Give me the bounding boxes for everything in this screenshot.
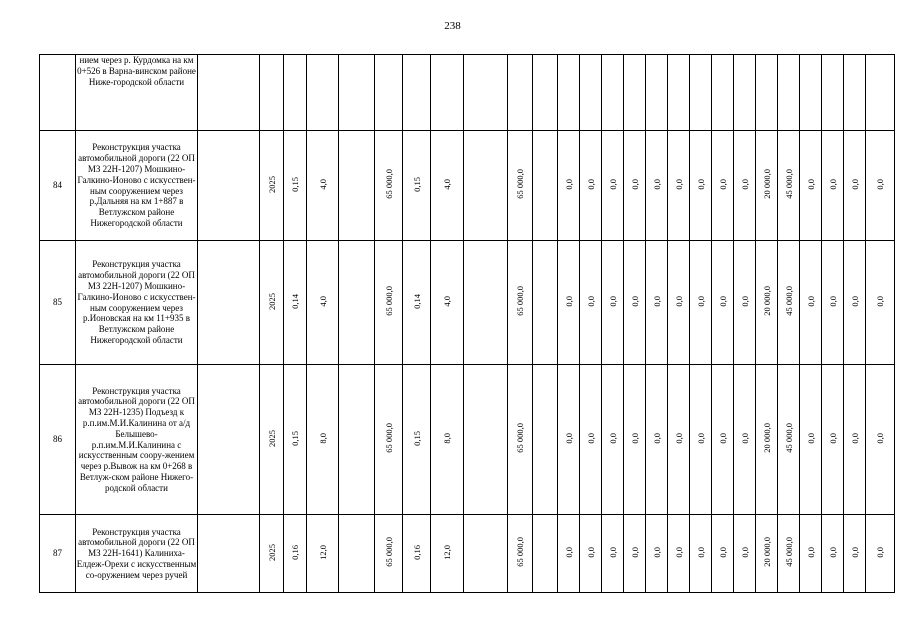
table-cell [602, 55, 624, 131]
table-cell [844, 365, 866, 515]
table-cell [580, 55, 602, 131]
table-cell [778, 55, 800, 131]
cell-value: 0,14 [290, 293, 300, 309]
table-cell [822, 55, 844, 131]
cell-value: 0,0 [585, 295, 596, 307]
table-cell [403, 131, 431, 241]
table-cell [260, 131, 284, 241]
table-cell [198, 131, 260, 241]
table-cell [602, 131, 624, 241]
cell-value: 2025 [266, 292, 277, 310]
table-cell [668, 55, 690, 131]
cell-value: 0,0 [875, 295, 885, 307]
table-cell [712, 131, 734, 241]
table-cell [284, 55, 307, 131]
cell-value: 0,0 [673, 546, 684, 558]
cell-value: 4,0 [317, 295, 328, 307]
table-cell [198, 55, 260, 131]
cell-value: 0,0 [717, 295, 728, 307]
cell-value: 0,0 [717, 432, 728, 444]
table-cell [558, 365, 580, 515]
table-cell [431, 131, 464, 241]
table-cell [339, 241, 375, 365]
cell-value: 0,0 [629, 295, 640, 307]
table-cell [756, 241, 778, 365]
table-cell [778, 515, 800, 593]
table-cell [307, 241, 339, 365]
cell-value: 0,16 [411, 544, 422, 560]
table-cell [844, 241, 866, 365]
table-cell [508, 365, 533, 515]
table-cell [734, 241, 756, 365]
cell-value: 0,0 [739, 546, 750, 558]
table-cell [778, 241, 800, 365]
cell-value: 0,0 [827, 178, 838, 190]
cell-value: 0,0 [739, 295, 750, 307]
register-table [39, 54, 895, 593]
cell-value: 45 000,0 [783, 423, 794, 453]
cell-value: 0,0 [651, 295, 662, 307]
cell-value: 0,0 [629, 432, 640, 444]
cell-value: 8,0 [317, 432, 328, 444]
cell-value: 20 000,0 [761, 423, 772, 453]
cell-value: 0,0 [673, 178, 684, 190]
cell-value: 0,0 [849, 178, 860, 190]
table-cell [558, 241, 580, 365]
table-cell [866, 241, 895, 365]
table-cell [646, 515, 668, 593]
table-cell [198, 241, 260, 365]
table-cell [866, 365, 895, 515]
cell-value: 0,0 [585, 432, 596, 444]
object-name: Реконструкция участка автомобильной дороги (22 ОП МЗ 22Н-1641) Калиниха-Елдеж-Орехи с искусственным со-оружением через ручей [76, 515, 198, 593]
table-cell [339, 365, 375, 515]
table-cell [800, 131, 822, 241]
table-cell [690, 365, 712, 515]
table-cell [624, 365, 646, 515]
cell-value: 0,0 [585, 546, 596, 558]
cell-value: 20 000,0 [761, 286, 772, 316]
table-cell [464, 365, 508, 515]
table-cell [756, 131, 778, 241]
table-cell [403, 241, 431, 365]
cell-value: 0,0 [717, 546, 728, 558]
table-cell [508, 241, 533, 365]
table-cell [712, 241, 734, 365]
cell-value: 20 000,0 [761, 169, 772, 199]
table-cell [624, 131, 646, 241]
cell-value: 0,0 [695, 432, 706, 444]
cell-value: 20 000,0 [761, 537, 772, 567]
table-cell [464, 55, 508, 131]
table-row [40, 365, 895, 515]
cell-value: 0,0 [875, 546, 885, 558]
table-cell [800, 241, 822, 365]
cell-value: 4,0 [442, 295, 452, 307]
table-cell [533, 515, 558, 593]
cell-value: 0,0 [827, 295, 838, 307]
cell-value: 2025 [266, 429, 277, 447]
table-cell [284, 515, 307, 593]
table-cell [822, 241, 844, 365]
table-cell [375, 515, 403, 593]
cell-value: 0,0 [585, 178, 596, 190]
table-cell [260, 241, 284, 365]
cell-value: 0,15 [411, 176, 422, 192]
table-cell [375, 55, 403, 131]
cell-value: 0,0 [607, 178, 618, 190]
table-cell [668, 365, 690, 515]
cell-value: 0,14 [411, 293, 422, 309]
table-cell [533, 55, 558, 131]
cell-value: 45 000,0 [783, 537, 794, 567]
table-cell [844, 515, 866, 593]
table-cell [778, 365, 800, 515]
table-cell [403, 365, 431, 515]
table-cell [602, 365, 624, 515]
cell-value: 4,0 [442, 178, 452, 190]
table-cell [800, 55, 822, 131]
object-name: Реконструкция участка автомобильной дороги (22 ОП МЗ 22Н-1207) Мошкино-Галкино-Ионово с искусствен-ным сооружением через р.Дальняя на км 1+887 в Ветлужском районе Нижегородской области [76, 131, 198, 241]
table-cell [778, 131, 800, 241]
table-cell [602, 241, 624, 365]
table-cell [602, 515, 624, 593]
cell-value: 45 000,0 [783, 169, 794, 199]
table-cell [284, 365, 307, 515]
table-cell [734, 365, 756, 515]
cell-value: 0,0 [695, 546, 706, 558]
table-cell [508, 131, 533, 241]
table-cell [284, 131, 307, 241]
table-cell [822, 131, 844, 241]
cell-value: 12,0 [442, 544, 452, 560]
table-cell [307, 365, 339, 515]
table-row [40, 131, 895, 241]
table-cell [464, 241, 508, 365]
table-cell [822, 515, 844, 593]
cell-value: 0,0 [849, 432, 860, 444]
table-cell [712, 515, 734, 593]
cell-value: 0,0 [673, 432, 684, 444]
table-cell [690, 515, 712, 593]
table-row [40, 515, 895, 593]
cell-value: 0,0 [717, 178, 728, 190]
cell-value: 0,15 [290, 176, 300, 192]
cell-value: 4,0 [317, 178, 328, 190]
cell-value: 0,0 [651, 546, 662, 558]
table-cell [464, 131, 508, 241]
table-cell [668, 515, 690, 593]
table-cell [646, 55, 668, 131]
row-number: 85 [40, 241, 76, 365]
cell-value: 65 000,0 [383, 169, 394, 199]
table-cell [431, 365, 464, 515]
page-number: 238 [444, 20, 461, 32]
cell-value: 2025 [266, 543, 277, 561]
cell-value: 0,0 [651, 432, 662, 444]
table-cell [508, 55, 533, 131]
table-cell [668, 131, 690, 241]
cell-value: 45 000,0 [783, 286, 794, 316]
table-cell [580, 131, 602, 241]
cell-value: 0,0 [805, 432, 816, 444]
cell-value: 0,0 [629, 178, 640, 190]
cell-value: 65 000,0 [383, 423, 394, 453]
table-cell [431, 515, 464, 593]
row-number [40, 55, 76, 131]
table-cell [734, 131, 756, 241]
object-name: Реконструкция участка автомобильной дороги (22 ОП МЗ 22Н-1235) Подъезд к р.п.им.М.И.Калинина от а/д Белышево-р.п.им.М.И.Калинина с искусственным соору-жением через р.Вывож на км 0+268 в Ветлуж-ском районе Нижего-родской области [76, 365, 198, 515]
table-cell [508, 515, 533, 593]
cell-value: 2025 [266, 175, 277, 193]
cell-value: 0,0 [651, 178, 662, 190]
table-cell [260, 365, 284, 515]
table-cell [712, 365, 734, 515]
cell-value: 0,0 [805, 178, 816, 190]
object-name: Реконструкция участка автомобильной дороги (22 ОП МЗ 22Н-1207) Мошкино-Галкино-Ионово с искусствен-ным сооружением через р.Ионовская на км 11+935 в Ветлужском районе Нижегородской области [76, 241, 198, 365]
table-cell [844, 55, 866, 131]
cell-value: 0,15 [411, 430, 422, 446]
table-cell [624, 515, 646, 593]
table-cell [339, 515, 375, 593]
table-cell [756, 365, 778, 515]
table-cell [558, 55, 580, 131]
cell-value: 0,15 [290, 430, 300, 446]
cell-value: 0,0 [875, 178, 885, 190]
cell-value: 8,0 [442, 432, 452, 444]
table-cell [260, 55, 284, 131]
table-cell [260, 515, 284, 593]
table-cell [307, 515, 339, 593]
table-cell [624, 241, 646, 365]
table-cell [668, 241, 690, 365]
cell-value: 65 000,0 [383, 286, 394, 316]
cell-value: 65 000,0 [383, 537, 394, 567]
table-cell [284, 241, 307, 365]
table-cell [431, 241, 464, 365]
cell-value: 0,0 [827, 432, 838, 444]
cell-value: 0,0 [563, 295, 574, 307]
row-number: 87 [40, 515, 76, 593]
table-cell [375, 131, 403, 241]
table-cell [403, 55, 431, 131]
table-cell [646, 365, 668, 515]
table-cell [734, 55, 756, 131]
table-cell [307, 131, 339, 241]
cell-value: 0,0 [563, 432, 574, 444]
cell-value: 65 000,0 [515, 169, 525, 199]
table-cell [375, 365, 403, 515]
table-row [40, 55, 895, 131]
table-cell [800, 365, 822, 515]
cell-value: 12,0 [317, 544, 328, 560]
cell-value: 65 000,0 [515, 537, 525, 567]
table-cell [558, 131, 580, 241]
cell-value: 0,0 [695, 295, 706, 307]
table-cell [533, 241, 558, 365]
table-cell [866, 515, 895, 593]
table-cell [624, 55, 646, 131]
table-cell [866, 131, 895, 241]
table-cell [580, 515, 602, 593]
table-cell [756, 55, 778, 131]
table-cell [307, 55, 339, 131]
cell-value: 0,0 [849, 295, 860, 307]
cell-value: 0,0 [875, 432, 885, 444]
table-cell [800, 515, 822, 593]
cell-value: 0,0 [805, 295, 816, 307]
table-row [40, 241, 895, 365]
table-cell [690, 55, 712, 131]
table-cell [375, 241, 403, 365]
table-cell [339, 131, 375, 241]
table-cell [734, 515, 756, 593]
table-cell [646, 241, 668, 365]
row-number: 84 [40, 131, 76, 241]
table-cell [756, 515, 778, 593]
table-cell [403, 515, 431, 593]
table-cell [690, 131, 712, 241]
table-cell [844, 131, 866, 241]
table-cell [690, 241, 712, 365]
cell-value: 0,0 [695, 178, 706, 190]
table-cell [533, 131, 558, 241]
table-cell [198, 365, 260, 515]
cell-value: 0,0 [739, 178, 750, 190]
table-cell [431, 55, 464, 131]
cell-value: 65 000,0 [515, 286, 525, 316]
cell-value: 0,0 [607, 432, 618, 444]
cell-value: 0,0 [827, 546, 838, 558]
cell-value: 0,0 [563, 546, 574, 558]
cell-value: 0,0 [673, 295, 684, 307]
table-cell [822, 365, 844, 515]
cell-value: 0,0 [739, 432, 750, 444]
table-cell [533, 365, 558, 515]
cell-value: 0,16 [290, 544, 300, 560]
table-cell [339, 55, 375, 131]
row-number: 86 [40, 365, 76, 515]
table-cell [580, 241, 602, 365]
table-cell [198, 515, 260, 593]
table-cell [712, 55, 734, 131]
cell-value: 0,0 [629, 546, 640, 558]
table-cell [866, 55, 895, 131]
cell-value: 65 000,0 [515, 423, 525, 453]
cell-value: 0,0 [607, 295, 618, 307]
table-cell [464, 515, 508, 593]
cell-value: 0,0 [849, 546, 860, 558]
table-cell [580, 365, 602, 515]
cell-value: 0,0 [607, 546, 618, 558]
table-cell [646, 131, 668, 241]
object-name: нием через р. Курдомка на км 0+526 в Варна-винском районе Ниже-городской области [76, 55, 198, 131]
cell-value: 0,0 [805, 546, 816, 558]
cell-value: 0,0 [563, 178, 574, 190]
table-cell [558, 515, 580, 593]
